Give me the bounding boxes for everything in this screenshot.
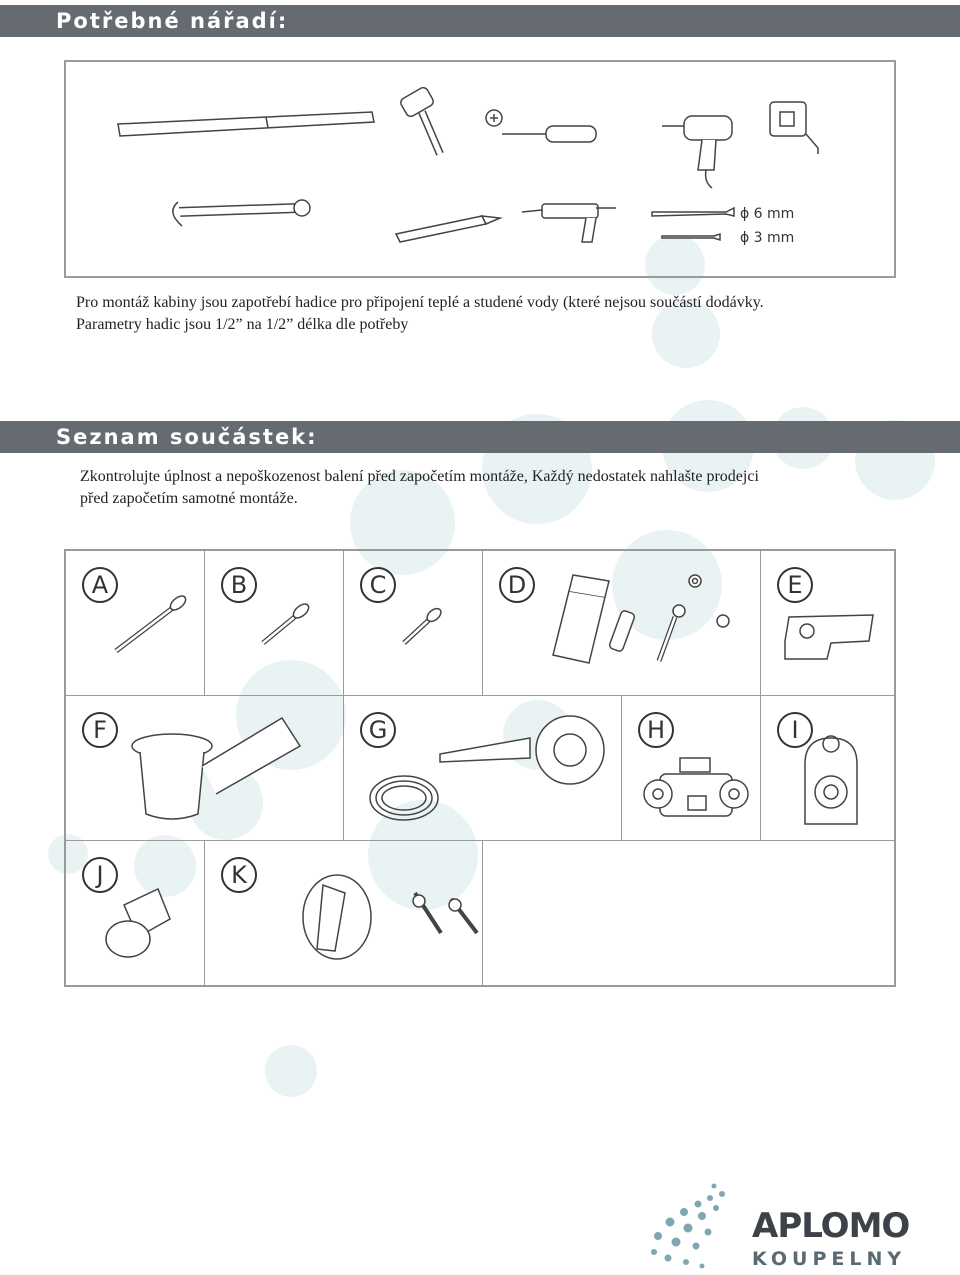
pencil-icon — [396, 216, 500, 242]
hose-note-line-1: Pro montáž kabiny jsou zapotřebí hadice pro připojení teplé a studené vody (které nejsou součástí dodávky. — [76, 294, 764, 311]
tools-section-header: Potřebné nářadí: — [0, 5, 960, 37]
part-label-b: B — [221, 567, 257, 603]
part-label-h: H — [638, 712, 674, 748]
tools-illustration — [66, 62, 894, 276]
tape-measure-icon — [770, 102, 818, 154]
part-label-c: C — [360, 567, 396, 603]
part-label-e: E — [777, 567, 813, 603]
drill-size-3mm: ϕ 3 mm — [740, 230, 795, 246]
part-cell-k — [205, 841, 483, 985]
part-label-j: J — [82, 857, 118, 893]
part-cell-j — [66, 841, 205, 985]
part-cell-e — [761, 551, 896, 696]
screwdriver-icon — [486, 110, 596, 142]
short-screw-icon — [344, 551, 483, 696]
mallet-icon — [399, 86, 440, 154]
bracket-dowel-set-icon — [483, 551, 761, 696]
part-cell-c — [344, 551, 483, 696]
tools-illustration-box — [64, 60, 896, 278]
part-cell-f — [66, 696, 344, 841]
part-cell-g — [344, 696, 622, 841]
spirit-level-icon — [118, 112, 374, 136]
medium-screw-icon — [205, 551, 344, 696]
part-label-g: G — [360, 712, 396, 748]
long-screw-icon — [66, 551, 205, 696]
door-knob-icon — [66, 841, 205, 985]
part-label-k: K — [221, 857, 257, 893]
parts-note-line-1: Zkontrolujte úplnost a nepoškozenost balení před započetím montáže, Každý nedostatek nahlašte prodejci — [80, 468, 759, 485]
drain-siphon-icon — [66, 696, 344, 841]
parts-section-header: Seznam součástek: — [0, 421, 960, 453]
part-label-i: I — [777, 712, 813, 748]
drill-bit-3mm-icon — [662, 234, 720, 240]
part-label-f: F — [82, 712, 118, 748]
logo-subtitle: KOUPELNY — [752, 1248, 907, 1270]
adjustable-wrench-icon — [173, 200, 310, 226]
wall-connector-icon — [761, 696, 896, 841]
caulking-gun-icon — [522, 204, 616, 242]
part-cell-i — [761, 696, 896, 841]
hand-shower-hose-icon — [344, 696, 622, 841]
hose-note-line-2: Parametry hadic jsou 1/2” na 1/2” délka dle potřeby — [76, 316, 409, 333]
part-cell-empty — [483, 841, 896, 985]
door-stopper-icon — [761, 551, 896, 696]
part-cell-h — [622, 696, 761, 841]
part-cell-d — [483, 551, 761, 696]
part-cell-a — [66, 551, 205, 696]
part-cell-b — [205, 551, 344, 696]
power-drill-icon — [662, 116, 732, 188]
drill-bit-6mm-icon — [652, 208, 734, 216]
shower-holder-icon — [205, 841, 483, 985]
parts-grid — [64, 549, 896, 987]
parts-note-line-2: před započetím samotné montáže. — [80, 490, 298, 507]
part-label-d: D — [499, 567, 535, 603]
part-label-a: A — [82, 567, 118, 603]
hose-note — [76, 292, 764, 336]
logo-brand: APLOMO — [752, 1206, 910, 1246]
door-roller-icon — [622, 696, 761, 841]
parts-check-note — [80, 466, 759, 510]
drill-size-6mm: ϕ 6 mm — [740, 206, 795, 222]
